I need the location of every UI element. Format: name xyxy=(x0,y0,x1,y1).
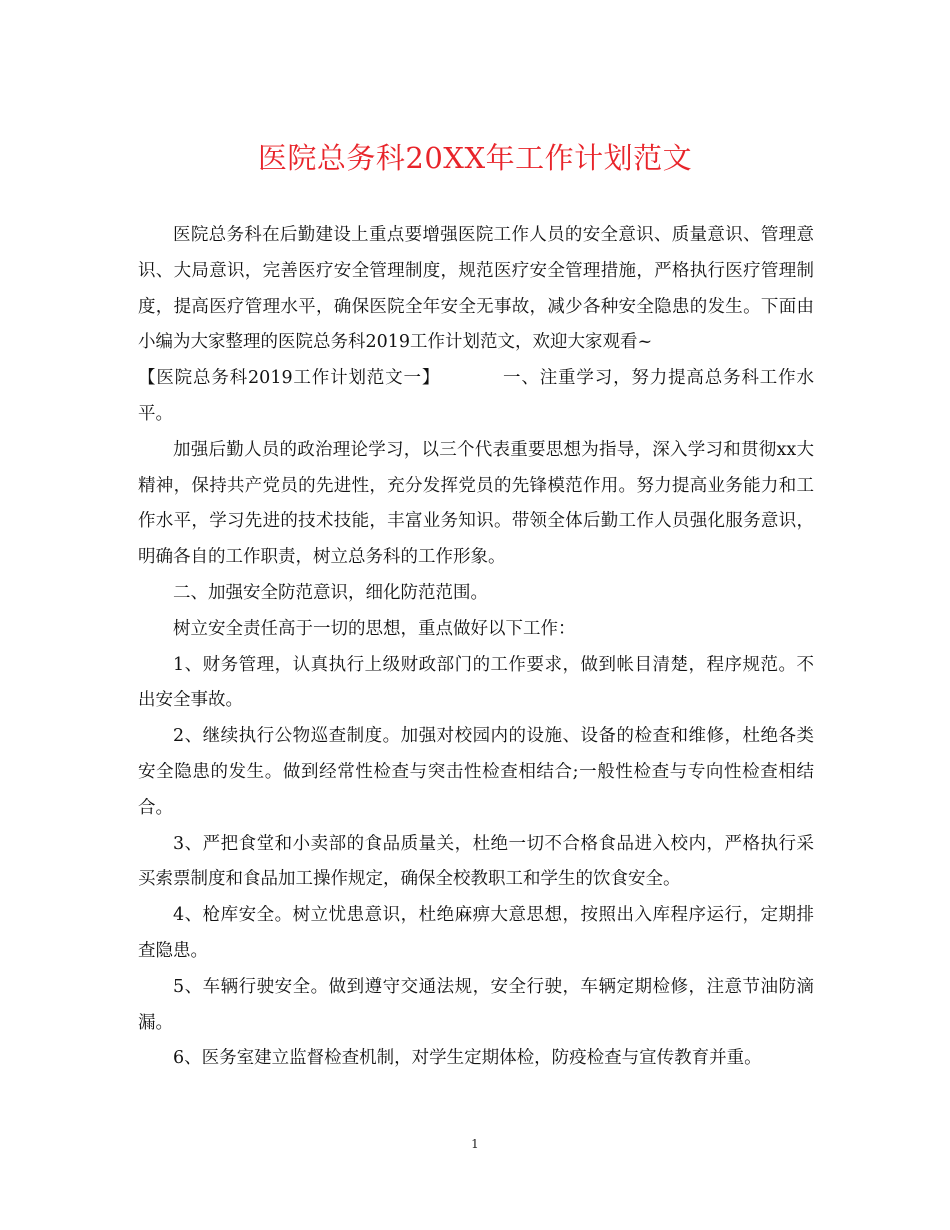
page-number: 1 xyxy=(471,1137,479,1151)
list-item-2: 2、继续执行公物巡查制度。加强对校园内的设施、设备的检查和维修，杜绝各类安全隐患的发生。做到经常性检查与突击性检查相结合;一般性检查与专向性检查相结合。 xyxy=(138,726,814,818)
list-item-1: 1、财务管理，认真执行上级财政部门的工作要求，做到帐目清楚，程序规范。不出安全事故。 xyxy=(138,654,814,711)
section-bracket-title: 【医院总务科2019工作计划范文一】 xyxy=(138,368,441,389)
section-one-heading xyxy=(138,361,814,433)
heading-one-text: 一、注重学习，努力提高总务科工作水平。 xyxy=(138,368,814,424)
document-title: 医院总务科20XX年工作计划范文 xyxy=(257,141,693,175)
list-item-5: 5、车辆行驶安全。做到遵守交通法规，安全行驶，车辆定期检修，注意节油防滴漏。 xyxy=(138,976,814,1033)
list-item-4: 4、枪库安全。树立忧患意识，杜绝麻痹大意思想，按照出入库程序运行，定期排查隐患。 xyxy=(138,905,814,961)
study-paragraph: 加强后勤人员的政治理论学习，以三个代表重要思想为指导，深入学习和贯彻xx大精神，保持共产党员的先进性，充分发挥党员的先锋模范作用。努力提高业务能力和工作水平，学习先进的技术技能，丰富业务知识。带领全体后勤工作人员强化服务意识，明确各自的工作职责，树立总务科的工作形象。 xyxy=(138,439,814,568)
intro-paragraph xyxy=(138,218,814,361)
list-item-6: 6、医务室建立监督检查机制，对学生定期体检，防疫检查与宣传教育并重。 xyxy=(173,1048,762,1069)
document-body xyxy=(138,218,814,1077)
safety-paragraph: 树立安全责任高于一切的思想，重点做好以下工作： xyxy=(173,618,576,639)
list-item-3: 3、严把食堂和小卖部的食品质量关，杜绝一切不合格食品进入校内，严格执行采买索票制度和食品加工操作规定，确保全校教职工和学生的饮食安全。 xyxy=(138,833,814,890)
section-two-heading: 二、加强安全防范意识，细化防范范围。 xyxy=(173,582,488,603)
intro-text: 医院总务科在后勤建设上重点要增强医院工作人员的安全意识、质量意识、管理意识、大局意识，完善医疗安全管理制度，规范医疗安全管理措施，严格执行医疗管理制度，提高医疗管理水平，确保医院全年安全无事故，减少各种安全隐患的发生。下面由小编为大家整理的医院总务科2019工作计划范文，欢迎大家观看~ xyxy=(138,225,814,353)
